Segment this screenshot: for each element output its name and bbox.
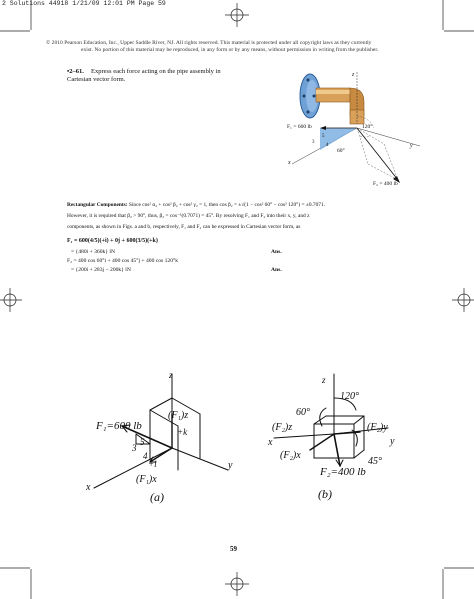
figure-axis-x: x [288, 160, 291, 166]
sketch-a-diagram [80, 370, 250, 510]
problem-text-line-2: Cartesian vector form. [67, 76, 126, 83]
page-number: 59 [230, 545, 237, 553]
equation-f1: F₁ = 600(4/5)(+i) + 0j + 600(3/5)(+k) [67, 238, 158, 244]
sketch-b-f2x: (F₂)x [280, 450, 301, 461]
figure-f2-label: F₂ = 400 lb [373, 181, 398, 187]
figure-dim-5: 5 [322, 134, 325, 139]
solution-line-3: components, as shown in Figs. a and b, respectively, F₁ and F₂ can be expressed in Cartesian vector form, as [67, 224, 301, 230]
sketch-b-x: x [268, 437, 273, 448]
sketch-b-y: y [390, 436, 395, 447]
sketch-a-f1x: (F₁)x [136, 474, 157, 485]
answer-label-2: Ans. [271, 267, 282, 273]
copyright-line-1: © 2010 Pearson Education, Inc., Upper Saddle River, NJ. All rights reserved. This material is protected under all copyright laws as they currently [46, 40, 372, 46]
print-slug: 2 Solutions 44918 1/21/09 12:01 PM Page 59 [2, 0, 166, 7]
sketch-a-f1: F₁=600 lb [96, 420, 142, 432]
sketch-a-f1z: (F₁)z [168, 410, 189, 421]
problem-text-line-1: Express each force acting on the pipe assembly in [91, 68, 221, 75]
sketch-a-z: z [169, 370, 173, 380]
sketch-a-k: +k [177, 427, 188, 437]
solution-line-1 [67, 202, 325, 208]
sketch-b-f2z: (F₂)z [272, 422, 293, 433]
copyright-line-2: exist. No portion of this material may be reproduced, in any form or by any means, without permission in writing from the publisher. [81, 47, 379, 53]
sketch-a-y: y [228, 460, 233, 471]
sketch-b-angle45: 45° [368, 456, 382, 467]
sketch-b-z: z [322, 375, 326, 385]
figure-angle-120: 120° [362, 124, 373, 130]
sketch-a-four: 4 [143, 451, 148, 461]
sketch-a-x: x [86, 482, 91, 493]
figure-angle-60: 60° [337, 148, 345, 154]
solution-line-1-rest: Since cos² α₂ + cos² β₂ + cos² γ₂ = 1, then cos β₂ = ±√(1 − cos² 60° − cos² 120°) = ±0.7071. [127, 202, 325, 208]
problem-number: •2–61. [67, 68, 84, 75]
rectangular-components-heading: Rectangular Components: [67, 202, 128, 208]
solution-line-2: However, it is required that β₂ > 90°, thus, β₂ = cos⁻¹(0.7071) = 45°. By resolving F₁ and F₂ into their x, y, and z [67, 213, 310, 219]
sketch-a-three: 3 [132, 443, 137, 453]
sketch-a-caption: (a) [150, 490, 164, 504]
figure-axis-z: z [352, 72, 355, 78]
sketch-b-f2y: (F₂)y [367, 422, 388, 433]
sketch-a-i: +i [148, 459, 157, 469]
figure-f1-label: F₁ = 600 lb [287, 124, 312, 130]
sketch-b-angle120: 120° [340, 391, 359, 402]
sketch-b-f2: F₂=400 lb [320, 466, 366, 478]
figure-dim-3: 3 [312, 140, 315, 145]
sketch-a-five: 5 [140, 437, 145, 447]
sketch-b-angle60: 60° [296, 407, 310, 418]
equation-f2: F₂ = 400 cos 60°i + 400 cos 45°j + 400 cos 120°k [67, 258, 179, 264]
answer-label-1: Ans. [271, 249, 282, 255]
figure-dim-4: 4 [326, 143, 329, 148]
sketch-b-caption: (b) [318, 487, 332, 501]
figure-axis-y: y [410, 143, 413, 149]
equation-f1-result: = {480i + 360k} lN [71, 249, 115, 255]
equation-f2-result: = {200i + 283j − 200k} lN [71, 267, 131, 273]
